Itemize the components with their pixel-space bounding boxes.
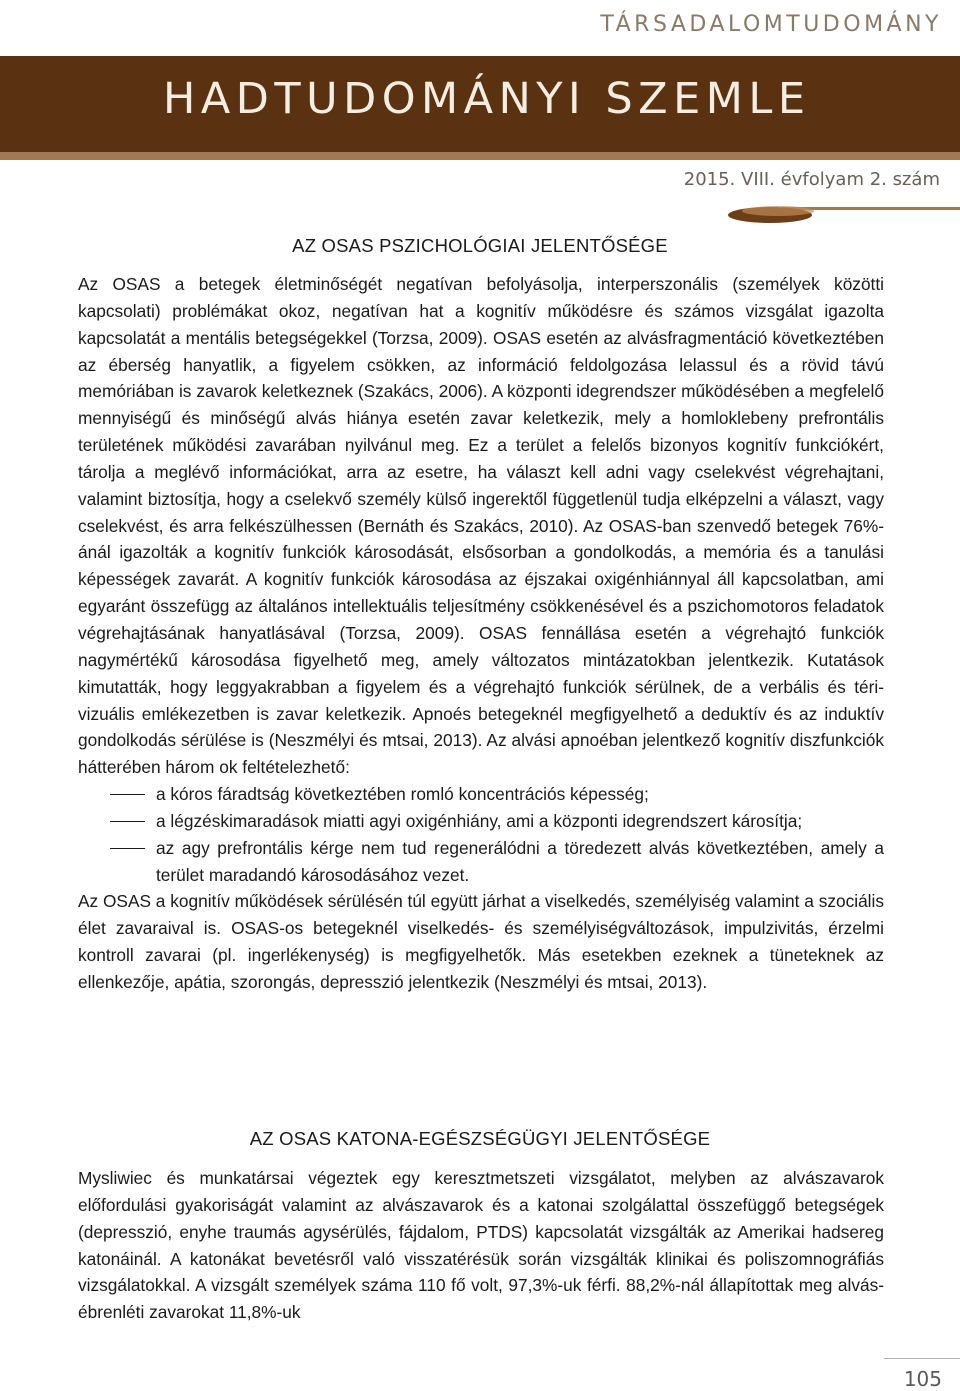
section-heading-psychological: AZ OSAS PSZICHOLÓGIAI JELENTŐSÉGE: [292, 235, 668, 256]
journal-banner: [0, 56, 960, 152]
page-number-rule: [884, 1358, 960, 1359]
dash-marker: [110, 794, 145, 795]
paragraph: Az OSAS a betegek életminőségét negatívan befolyásolja, interperszonális (személyek közötti kapcsolati) problémákat okoz, negatívan hat a kognitív működésre és számos vizsgálat igazolta kapcsolatát a mentális betegségekkel (Torzsa, 2009). OSAS esetén az alvásfragmentáció következtében az éberség hanyatlik, a figyelem csökken, az információ feldolgozása lelassul és a rövid távú memóriában is zavarok keletkeznek (Szakács, 2006). A központi idegrendszer működésében a megfelelő mennyiségű és minőségű alvás hiánya esetén zavar keletkezik, mely a homloklebeny prefrontális területének működési zavarában nyilvánul meg. Ez a terület a felelős bizonyos kognitív funkciókért, tárolja a meglévő információkat, arra az esetre, ha választ kell adni vagy cselekvést végrehajtani, valamint biztosítja, hogy a cselekvő személy külső ingerektől függetlenül tudja elképzelni a választ, vagy cselekvést, és arra felkészülhessen (Bernáth és Szakács, 2010). Az OSAS-ban szenvedő betegek 76%-ánál igazolták a kognitív funkciók károsodását, elsősorban a gondolkodás, a memória és a tanulási képességek zavarát. A kognitív funkciók károsodása az éjszakai oxigénhiánnyal áll kapcsolatban, ami egyaránt összefügg az általános intellektuális teljesítmény csökkenésével és a pszichomotoros feladatok végrehajtásának hanyatlásával (Torzsa, 2009). OSAS fennállása esetén a végrehajtó funkciók nagymértékű károsodása figyelhető meg, amely változatos mintázatokban jelentkezik. Kutatások kimutatták, hogy leggyakrabban a figyelem és a végrehajtó funkciók sérülnek, de a verbális és téri-vizuális emlékezetben is zavar keletkezik. Apnoés betegeknél megfigyelhető a deduktív és az induktív gondolkodás sérülése is (Neszmélyi és mtsai, 2013). Az alvási apnoéban jelentkező kognitív diszfunkciók hátterében három ok feltételezhető:: [78, 274, 884, 778]
list-item: az agy prefrontális kérge nem tud regenerálódni a töredezett alvás következtében, amely a terület maradandó károsodásához vezet.: [78, 835, 884, 889]
issue-info: 2015. VIII. évfolyam 2. szám: [683, 169, 940, 190]
page-number: 105: [903, 1367, 942, 1391]
section-body-military: [78, 1165, 884, 1326]
section-body-psychological: [78, 271, 884, 996]
paragraph: Az OSAS a kognitív működések sérülésén túl együtt járhat a viselkedés, személyiség valamint a szociális élet zavaraival is. OSAS-os betegeknél viselkedés- és személyiségváltozások, impulzivitás, érzelmi kontroll zavarai (pl. ingerlékenység) is megfigyelhetők. Más esetekben ezeknek a tüneteknek az ellenkezője, apátia, szorongás, depresszió jelentkezik (Neszmélyi és mtsai, 2013).: [78, 891, 884, 992]
paragraph: Mysliwiec és munkatársai végeztek egy keresztmetszeti vizsgálatot, melyben az alvászavarok előfordulási gyakoriságát valamint az alvászavarok és a katonai szolgálattal összefüggő betegségek (depresszió, enyhe traumás agysérülés, fájdalom, PTDS) kapcsolatát vizsgálták az Amerikai hadsereg katonáinál. A katonákat bevetésről való visszatérésük során vizsgálták klinikai és poliszomnográfiás vizsgálatokkal. A vizsgált személyek száma 110 fő volt, 97,3%-uk férfi. 88,2%-nál állapítottak meg alvás-ébrenléti zavarokat 11,8%-uk: [78, 1168, 884, 1323]
banner-accent-strip: [0, 152, 960, 160]
cause-list: [78, 781, 884, 888]
dash-marker: [110, 848, 145, 849]
section-label: TÁRSADALOMTUDOMÁNY: [600, 12, 942, 37]
section-heading-military: AZ OSAS KATONA-EGÉSZSÉGÜGYI JELENTŐSÉGE: [249, 1128, 711, 1149]
list-item: a légzéskimaradások miatti agyi oxigénhiány, ami a központi idegrendszert károsítja;: [78, 808, 884, 835]
header-ornament: [722, 200, 960, 230]
dash-marker: [110, 821, 145, 822]
list-item: a kóros fáradtság következtében romló koncentrációs képesség;: [78, 781, 884, 808]
journal-title: HADTUDOMÁNYI SZEMLE: [163, 74, 811, 124]
